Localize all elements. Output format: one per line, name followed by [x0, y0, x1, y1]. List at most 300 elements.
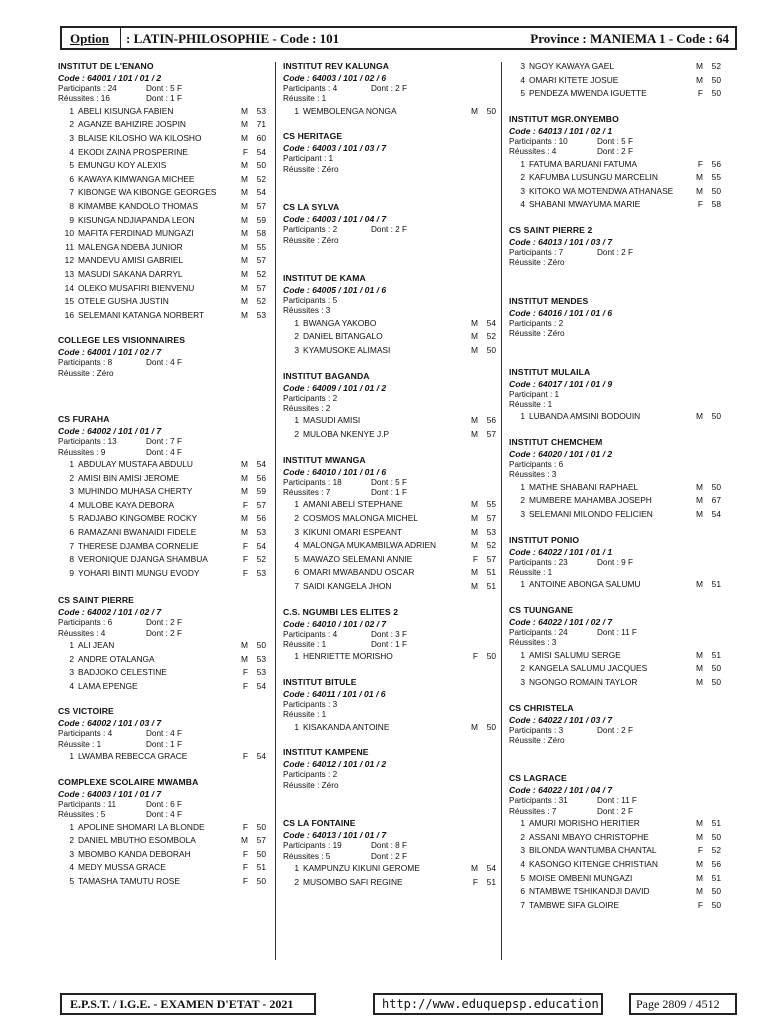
student-score: 57 — [256, 255, 266, 266]
stat-female-count: Dont : 1 F — [146, 94, 182, 104]
participants-line — [58, 84, 266, 94]
student-name: NGOY KAWAYA GAEL — [529, 61, 615, 71]
student-number: 4 — [520, 199, 525, 210]
student-gender: F — [697, 199, 703, 210]
student-row — [509, 662, 721, 676]
stat-label: Participants : 6 — [509, 460, 564, 469]
school-block — [509, 224, 721, 269]
student-number: 7 — [294, 581, 299, 591]
stat-female-count: Dont : 3 F — [371, 629, 407, 639]
student-name: MATHE SHABANI RAPHAEL — [529, 481, 639, 492]
stat-female-count: Dont : 2 F — [597, 725, 633, 735]
student-name: MBOMBO KANDA DEBORAH — [78, 848, 191, 859]
student-row — [58, 567, 266, 581]
school-block — [283, 817, 496, 889]
student-row — [509, 410, 721, 424]
student-number: 1 — [520, 411, 525, 422]
student-score: 51 — [711, 649, 721, 660]
student-gender: F — [242, 554, 248, 565]
school-code: Code : 64003 / 101 / 02 / 6 — [283, 73, 387, 83]
student-score: 56 — [256, 513, 266, 524]
school-name: INSTITUT CHEMCHEM — [509, 437, 603, 447]
student-score: 51 — [711, 579, 721, 590]
success-line — [509, 147, 721, 157]
school-code: Code : 64010 / 101 / 02 / 7 — [283, 618, 387, 629]
student-name: EMUNGU KOY ALEXIS — [78, 160, 167, 171]
student-gender: M — [696, 185, 703, 196]
student-row — [283, 428, 496, 442]
school-code: Code : 64002 / 101 / 03 / 7 — [58, 718, 162, 729]
student-number: 3 — [520, 185, 525, 196]
stat-label: Réussite : 1 — [283, 710, 327, 720]
student-score: 51 — [486, 567, 496, 578]
student-name: MASUDI SAKANA DARRYL — [78, 268, 183, 279]
stat-female-count: Dont : 4 F — [146, 447, 182, 457]
student-name: HENRIETTE MORISHO — [303, 651, 393, 662]
student-score: 52 — [256, 296, 266, 307]
student-score: 53 — [256, 653, 266, 664]
stat-label: Réussite : Zéro — [283, 164, 339, 174]
page-number: Page 2809 / 4512 — [636, 997, 720, 1011]
student-score: 54 — [486, 317, 496, 328]
student-row — [58, 540, 266, 554]
student-gender: M — [241, 228, 248, 239]
student-name: MALENGA NDEBA JUNIOR — [78, 241, 183, 252]
student-name: BWANGA YAKOBO — [303, 317, 377, 328]
school-code: Code : 64003 / 101 / 03 / 7 — [283, 143, 387, 154]
student-score: 58 — [256, 228, 266, 239]
student-gender: F — [242, 540, 248, 551]
student-number: 1 — [294, 651, 299, 662]
student-gender: F — [472, 553, 478, 564]
stat-label: Réussite : 1 — [58, 739, 102, 749]
student-name: AMURI MORISHO HERITIER — [529, 818, 640, 829]
student-name: KIKUNI OMARI ESPEANT — [303, 526, 403, 537]
student-number: 4 — [520, 74, 525, 85]
school-code: Code : 64009 / 101 / 01 / 2 — [283, 382, 387, 393]
student-score: 50 — [711, 481, 721, 492]
student-score: 52 — [256, 173, 266, 184]
student-number: 11 — [65, 241, 74, 252]
school-code: Code : 64001 / 101 / 02 / 7 — [58, 347, 162, 358]
school-code: Code : 64005 / 101 / 01 / 6 — [283, 285, 387, 296]
student-name: KYAMUSOKE ALIMASI — [303, 345, 391, 356]
stat-label: Réussites : 16 — [58, 94, 110, 104]
school-code: Code : 64016 / 101 / 01 / 6 — [509, 307, 613, 318]
student-name: MUSOMBO SAFI REGINE — [303, 876, 403, 887]
student-number: 6 — [294, 567, 299, 578]
student-number: 1 — [520, 818, 525, 829]
student-gender: M — [471, 526, 478, 537]
student-score: 50 — [256, 821, 266, 832]
url-box — [373, 993, 603, 1015]
stat-label: Participants : 6 — [58, 618, 113, 628]
student-name: FATUMA BARUANI FATUMA — [529, 158, 638, 169]
student-gender: M — [241, 526, 248, 537]
success-line — [283, 404, 496, 414]
school-name: INSTITUT MENDES — [509, 295, 589, 306]
stat-female-count: Dont : 9 F — [597, 557, 633, 567]
student-name: MULOBA NKENYE J.P — [303, 429, 390, 440]
school-code: Code : 64010 / 101 / 01 / 6 — [283, 466, 387, 477]
student-score: 59 — [256, 214, 266, 225]
province-label: Province : MANIEMA 1 - Code : 64 — [530, 31, 729, 46]
stat-label: Réussite : Zéro — [283, 235, 339, 245]
school-code: Code : 64001 / 101 / 01 / 2 — [58, 73, 162, 83]
participants-line — [283, 394, 496, 404]
student-name: EKODI ZAINA PROSPERINE — [78, 146, 188, 157]
stat-label: Réussites : 7 — [283, 488, 331, 498]
student-gender: F — [242, 667, 248, 678]
school-name: CS CHRISTELA — [509, 702, 574, 713]
student-gender: M — [241, 133, 248, 143]
participants-line — [509, 726, 721, 736]
student-number: 8 — [69, 554, 74, 565]
student-row — [58, 227, 266, 241]
student-score: 50 — [486, 345, 496, 356]
student-name: ABDULAY MUSTAFA ABDULU — [78, 458, 193, 469]
student-name: RADJABO KINGOMBE ROCKY — [78, 513, 198, 524]
student-gender: M — [241, 160, 248, 171]
student-score: 52 — [711, 845, 721, 856]
student-gender: M — [696, 818, 703, 829]
student-row — [58, 834, 266, 848]
student-name: BADJOKO CELESTINE — [78, 667, 167, 678]
student-name: SHABANI MWAYUMA MARIE — [529, 199, 641, 210]
school-block — [283, 746, 496, 791]
participants-line — [58, 437, 266, 447]
school-code: Code : 64022 / 101 / 04 / 7 — [509, 785, 613, 796]
student-name: YOHARI BINTI MUNGU EVODY — [78, 567, 200, 578]
stat-label: Réussite : Zéro — [58, 368, 114, 378]
student-name: KAMPUNZU KIKUNI GEROME — [303, 863, 420, 874]
stat-label: Réussites : 3 — [509, 638, 557, 648]
student-gender: M — [696, 411, 703, 422]
stat-label: Réussites : 7 — [509, 806, 557, 816]
student-number: 1 — [294, 721, 299, 732]
student-row — [283, 317, 496, 331]
school-block — [58, 334, 266, 379]
school-block — [283, 60, 496, 118]
student-row — [58, 553, 266, 567]
success-line — [58, 740, 266, 750]
results-column-2 — [283, 60, 496, 889]
stat-label: Participants : 2 — [509, 318, 564, 328]
student-number: 3 — [520, 845, 525, 856]
student-name: APOLINE SHOMARI LA BLONDE — [78, 821, 205, 832]
student-number: 2 — [294, 429, 299, 440]
participants-line — [283, 84, 496, 94]
stat-label: Participants : 2 — [283, 770, 338, 780]
student-name: KANGELA SALUMU JACQUES — [529, 663, 648, 674]
student-gender: F — [242, 821, 248, 832]
student-gender: M — [471, 567, 478, 578]
student-gender: M — [696, 649, 703, 660]
option-label: Option — [70, 31, 110, 46]
student-score: 51 — [486, 581, 496, 591]
student-name: THERESE DJAMBA CORNELIE — [78, 540, 199, 551]
student-gender: M — [696, 831, 703, 842]
student-name: MUHINDO MUHASA CHERTY — [78, 486, 193, 497]
student-name: KISUNGA NDJIAPANDA LEON — [78, 214, 195, 225]
success-line — [58, 629, 266, 639]
participants-line — [283, 478, 496, 488]
school-block — [58, 594, 266, 693]
student-number: 3 — [520, 509, 525, 519]
stat-female-count: Dont : 11 F — [597, 628, 637, 637]
website-link[interactable]: http://www.eduquepsp.education — [382, 997, 599, 1011]
student-gender: M — [241, 296, 248, 307]
student-gender: M — [241, 214, 248, 225]
student-row — [283, 539, 496, 553]
student-score: 51 — [711, 872, 721, 883]
student-name: BLAISE KILOSHO WA KILOSHO — [78, 133, 202, 143]
student-name: DANIEL BITANGALO — [303, 331, 383, 342]
participants-line — [58, 729, 266, 739]
participants-line — [509, 390, 721, 400]
student-row — [58, 309, 266, 323]
student-gender: M — [696, 859, 703, 869]
stat-label: Réussite : 1 — [283, 94, 327, 104]
school-name: COMPLEXE SCOLAIRE MWAMBA — [58, 776, 199, 787]
student-row — [509, 87, 721, 101]
student-name: AMISI BIN AMISI JEROME — [78, 472, 179, 483]
student-row — [509, 649, 721, 663]
participants-line — [58, 358, 266, 368]
header-divider — [120, 28, 121, 48]
student-name: KAWAYA KIMWANGA MICHEE — [78, 173, 195, 184]
participants-line — [509, 796, 721, 806]
stat-female-count: Dont : 2 F — [146, 618, 182, 628]
student-score: 50 — [711, 88, 721, 99]
page-box — [629, 993, 737, 1015]
student-number: 9 — [69, 214, 74, 225]
stat-label: Participants : 24 — [58, 84, 117, 93]
student-gender: F — [242, 751, 248, 762]
student-gender: M — [241, 653, 248, 664]
student-number: 1 — [520, 579, 525, 590]
student-row — [509, 872, 721, 886]
student-score: 53 — [256, 309, 266, 320]
school-name: INSTITUT DE KAMA — [283, 273, 366, 284]
school-name: INSTITUT MULAILA — [509, 366, 591, 377]
stat-label: Participants : 4 — [283, 629, 338, 639]
school-block — [509, 60, 721, 101]
student-row — [58, 680, 266, 694]
student-gender: M — [241, 268, 248, 279]
stat-label: Participants : 11 — [58, 799, 117, 809]
student-name: KASONGO KITENGE CHRISTIAN — [529, 859, 658, 869]
student-name: COSMOS MALONGA MICHEL — [303, 513, 418, 524]
student-number: 6 — [520, 886, 525, 897]
stat-label: Réussites : 9 — [58, 447, 106, 457]
student-row — [283, 721, 496, 735]
student-number: 16 — [64, 309, 74, 320]
student-score: 52 — [256, 268, 266, 279]
stat-female-count: Dont : 2 F — [597, 147, 633, 157]
school-name: CS VICTOIRE — [58, 706, 114, 717]
student-number: 2 — [69, 472, 74, 483]
student-number: 6 — [69, 526, 74, 537]
student-score: 60 — [256, 133, 266, 143]
school-name: INSTITUT REV KALUNGA — [283, 61, 390, 71]
student-score: 54 — [256, 680, 266, 691]
student-number: 2 — [520, 663, 525, 674]
student-score: 54 — [256, 146, 266, 157]
stat-female-count: Dont : 8 F — [371, 841, 407, 851]
student-row — [509, 508, 721, 522]
student-row — [283, 580, 496, 594]
student-name: OTELE GUSHA JUSTIN — [78, 296, 169, 307]
student-score: 67 — [711, 495, 721, 506]
student-score: 50 — [711, 899, 721, 910]
school-block — [509, 534, 721, 592]
student-gender: M — [241, 241, 248, 252]
success-line — [509, 568, 721, 578]
stat-label: Réussite : 1 — [509, 568, 553, 577]
student-gender: M — [696, 74, 703, 85]
student-score: 50 — [256, 848, 266, 859]
student-name: AMANI ABELI STEPHANE — [303, 499, 403, 510]
student-gender: F — [242, 680, 248, 691]
stat-female-count: Dont : 4 F — [146, 358, 182, 368]
stat-label: Participants : 7 — [509, 247, 564, 257]
student-gender: F — [242, 567, 248, 578]
student-name: SELEMANI MILONDO FELICIEN — [529, 509, 653, 519]
participants-line — [509, 137, 721, 147]
school-code: Code : 64003 / 101 / 04 / 7 — [283, 214, 387, 225]
student-row — [58, 499, 266, 513]
stat-label: Participants : 5 — [283, 296, 338, 306]
stat-label: Participants : 2 — [283, 393, 338, 403]
student-score: 52 — [256, 554, 266, 565]
student-score: 50 — [711, 677, 721, 687]
success-line — [283, 236, 496, 246]
student-number: 4 — [69, 499, 74, 510]
student-row — [509, 858, 721, 872]
student-name: ABELI KISUNGA FABIEN — [78, 105, 174, 116]
stat-label: Participants : 19 — [283, 841, 342, 851]
school-code: Code : 64013 / 101 / 01 / 7 — [283, 830, 387, 841]
student-score: 56 — [256, 472, 266, 483]
student-score: 54 — [711, 509, 721, 519]
stat-label: Participants : 3 — [283, 700, 338, 709]
success-line — [58, 810, 266, 820]
school-name: CS HERITAGE — [283, 131, 343, 142]
stat-female-count: Dont : 1 F — [371, 488, 407, 498]
participants-line — [509, 628, 721, 638]
student-number: 3 — [294, 345, 299, 356]
student-number: 1 — [294, 863, 299, 874]
student-number: 4 — [294, 540, 299, 551]
student-name: DANIEL MBUTHO ESOMBOLA — [78, 835, 196, 846]
student-number: 3 — [294, 526, 299, 537]
success-line — [509, 329, 721, 339]
student-row — [509, 60, 721, 74]
student-number: 1 — [294, 317, 299, 328]
student-row — [58, 186, 266, 200]
student-row — [58, 173, 266, 187]
student-score: 51 — [486, 876, 496, 887]
stat-label: Participants : 18 — [283, 477, 342, 487]
participants-line — [509, 319, 721, 329]
stat-label: Réussites : 5 — [283, 851, 331, 861]
student-score: 57 — [486, 429, 496, 440]
student-score: 53 — [256, 105, 266, 116]
student-score: 54 — [256, 540, 266, 551]
participants-line — [509, 460, 721, 470]
student-gender: M — [471, 540, 478, 551]
student-name: OMARI KITETE JOSUE — [529, 74, 619, 85]
student-gender: M — [471, 863, 478, 874]
participants-line — [509, 558, 721, 568]
student-number: 1 — [69, 821, 74, 832]
student-row — [58, 653, 266, 667]
student-score: 50 — [486, 105, 496, 116]
student-name: AGANZE BAHIZIRE JOSPIN — [78, 119, 186, 130]
student-gender: M — [696, 663, 703, 674]
student-score: 50 — [711, 74, 721, 85]
student-score: 50 — [486, 721, 496, 732]
student-gender: M — [241, 119, 248, 130]
student-row — [58, 472, 266, 486]
student-row — [509, 171, 721, 185]
stat-label: Réussite : Zéro — [509, 736, 565, 745]
school-block — [283, 272, 496, 358]
student-row — [58, 821, 266, 835]
student-number: 5 — [294, 553, 299, 564]
student-row — [509, 831, 721, 845]
student-number: 4 — [520, 859, 525, 869]
stat-label: Réussites : 5 — [58, 810, 106, 820]
student-number: 3 — [69, 133, 74, 143]
student-gender: M — [241, 105, 248, 116]
student-row — [58, 200, 266, 214]
success-line — [509, 258, 721, 268]
student-name: MALONGA MUKAMBILWA ADRIEN — [303, 540, 437, 551]
school-name: CS LA SYLVA — [283, 202, 340, 213]
student-name: RAMAZANI BWANAIDI FIDELE — [78, 526, 197, 537]
stat-label: Participants : 13 — [58, 437, 117, 447]
success-line — [509, 736, 721, 746]
student-name: MASUDI AMISI — [303, 415, 361, 426]
student-row — [58, 750, 266, 764]
student-name: LWAMBA REBECCA GRACE — [78, 751, 188, 762]
student-row — [58, 875, 266, 889]
student-name: ANDRE OTALANGA — [78, 653, 155, 664]
success-line — [509, 470, 721, 480]
student-row — [58, 254, 266, 268]
student-gender: F — [242, 499, 248, 510]
stat-label: Réussites : 4 — [58, 628, 106, 638]
stat-label: Participants : 10 — [509, 136, 568, 146]
student-row — [58, 861, 266, 875]
stat-female-count: Dont : 1 F — [146, 739, 182, 749]
student-number: 2 — [69, 835, 74, 846]
student-gender: M — [696, 61, 703, 71]
student-row — [58, 512, 266, 526]
student-number: 4 — [69, 146, 74, 157]
student-score: 54 — [486, 863, 496, 874]
school-block — [509, 113, 721, 212]
student-row — [509, 817, 721, 831]
student-gender: M — [241, 640, 248, 651]
student-number: 2 — [520, 495, 525, 506]
student-name: MULOBE KAYA DEBORA — [78, 499, 175, 510]
stat-label: Participants : 24 — [509, 628, 568, 637]
school-block — [283, 676, 496, 734]
school-name: COLLEGE LES VISIONNAIRES — [58, 335, 186, 346]
